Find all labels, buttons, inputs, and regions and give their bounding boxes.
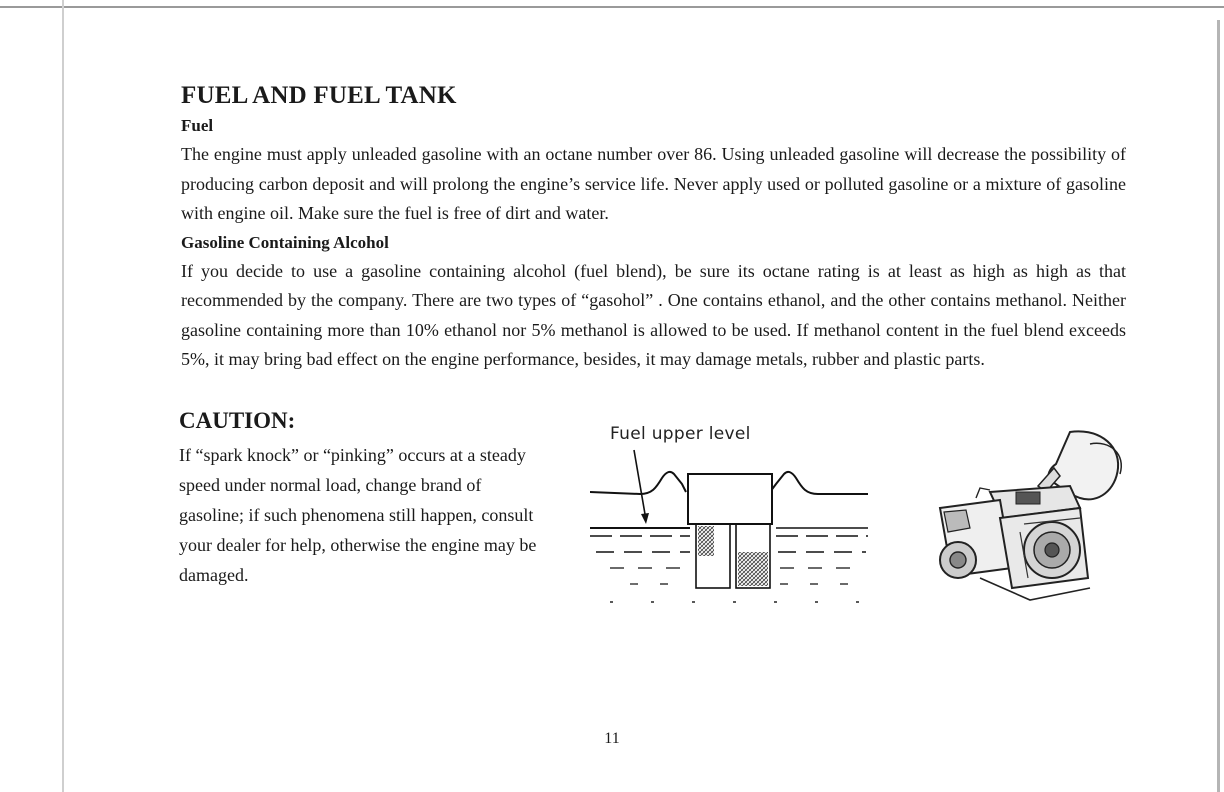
section-text-alcohol: If you decide to use a gasoline containing alcohol (fuel blend), be sure its octane rating is at least as high as high as that recommended by the company. There are two types of “gasohol” . One contains ethanol, and the other contains methanol. Neither gasoline containing more than 10% ethanol nor 5% methanol is allowed to be used. If methanol content in the fuel blend exceeds 5%, it may bring bad effect on the engine performance, besides, it may damage metals, rubber and plastic parts. [181,260,1126,369]
section-text-fuel: The engine must apply unleaded gasoline with an octane number over 86. Using unleaded gasoline will decrease the possibility of producing carbon deposit and will prolong the engine’s service life. Never apply used or polluted gasoline or a mixture of gasoline with engine oil. Make sure the fuel is free of dirt and water. [181,144,1126,223]
caution-block [179,406,549,590]
page-content [181,80,1126,375]
scan-edge-left [62,0,64,792]
section-heading-fuel: Fuel [181,116,214,135]
page-number: 11 [604,730,620,747]
page-title: FUEL AND FUEL TANK [181,82,457,109]
scan-edge-top [0,6,1224,8]
fuel-tank-diagram [590,422,880,612]
fuel-upper-level-label: Fuel upper level [610,424,751,444]
caution-heading: CAUTION: [179,408,296,433]
section-heading-alcohol: Gasoline Containing Alcohol [181,232,389,252]
fuel-neck-drawing [590,422,880,612]
caution-text: If “spark knock” or “pinking” occurs at a steady speed under normal load, change brand of gasoline; if such phenomena still happen, consult your dealer for help, otherwise the engine may be damaged. [179,445,537,585]
engine-drawing [920,428,1130,608]
engine-refueling-illustration [920,428,1130,608]
scan-edge-right [1217,20,1220,792]
